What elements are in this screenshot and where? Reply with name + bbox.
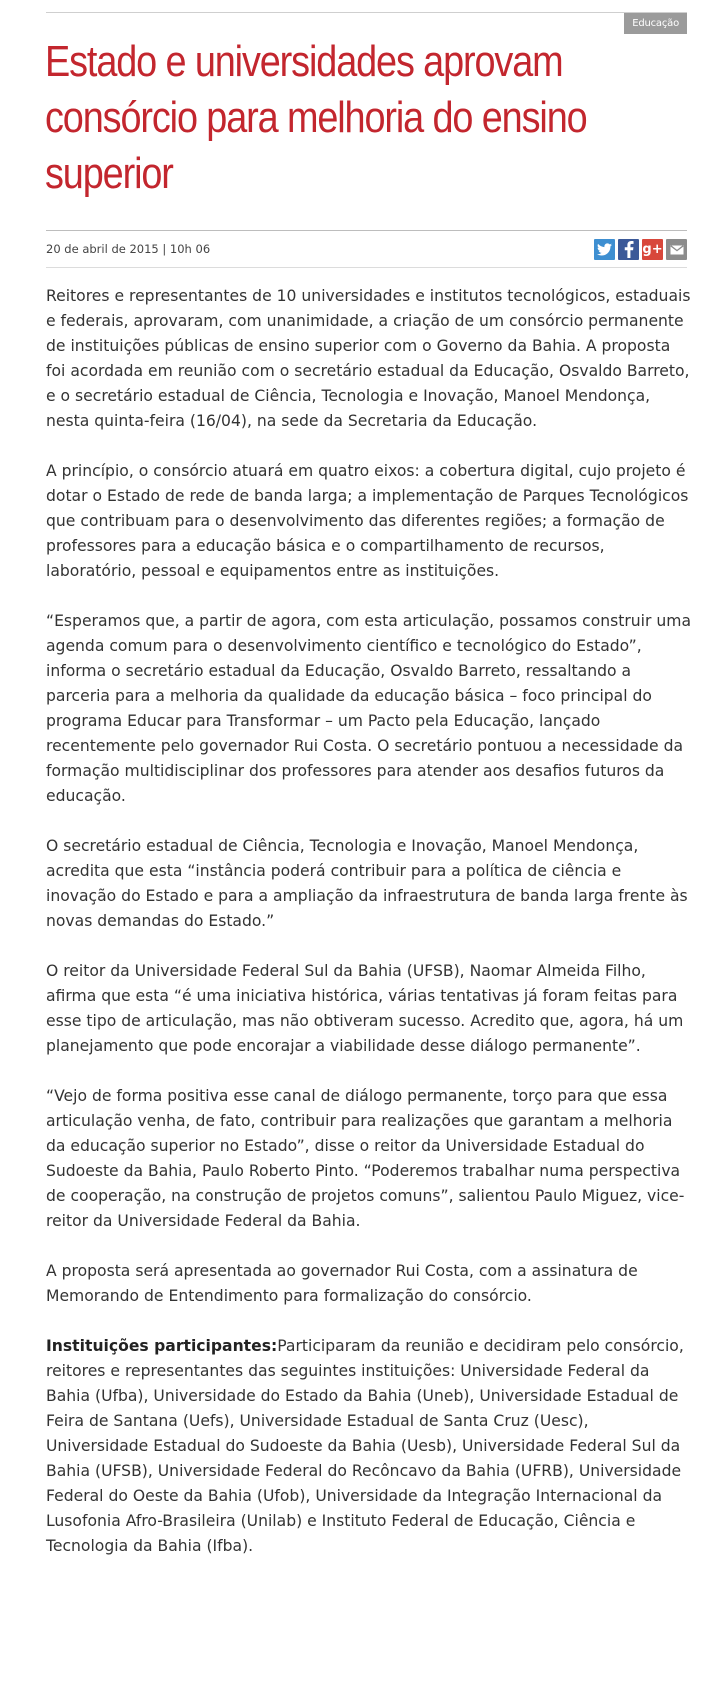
article-title-line: consórcio para melhoria do ensino <box>45 93 587 142</box>
participants-text: Participaram da reunião e decidiram pelo consórcio, reitores e representantes das seguintes instituições: Universidade Federal da Bahia (Ufba), Universidade do Estado da Bahia (Uneb), Universidade Estadual de Feira de Santana (Uefs), Universidade Estadual de Santa Cruz (Uesc), Universidade Estadual do Sudoeste da Bahia (Uesb), Universidade Federal Sul da Bahia (UFSB), Universidade Federal do Recôncavo da Bahia (UFRB), Universidade Federal do Oeste da Bahia (Ufob), Universidade da Integração Internacional da Lusofonia Afro-Brasileira (Unilab) e Instituto Federal de Educação, Ciência e Tecnologia da Bahia (Ifba). <box>46 1337 684 1555</box>
facebook-icon <box>624 241 634 258</box>
top-divider <box>46 12 687 13</box>
category-tag[interactable]: Educação <box>624 13 687 34</box>
article-title-line: superior <box>45 149 173 198</box>
article-paragraph: O reitor da Universidade Federal Sul da Bahia (UFSB), Naomar Almeida Filho, afirma que esta “é uma iniciativa histórica, várias tentativas já foram feitas para esse tipo de articulação, mas não obtiveram sucesso. Acredito que, agora, há um planejamento que pode encorajar a viabilidade desse diálogo permanente”. <box>46 962 684 1055</box>
article-paragraph: O secretário estadual de Ciência, Tecnologia e Inovação, Manoel Mendonça, acredita que esta “instância poderá contribuir para a política de ciência e inovação do Estado e para a ampliação da infraestrutura de banda larga frente às novas demandas do Estado.” <box>46 837 688 930</box>
meta-divider-top <box>46 230 687 231</box>
article-paragraph: “Vejo de forma positiva esse canal de diálogo permanente, torço para que essa articulação venha, de fato, contribuir para realizações que garantam a melhoria da educação superior no Estado”, disse o reitor da Universidade Estadual do Sudoeste da Bahia, Paulo Roberto Pinto. “Poderemos trabalhar numa perspectiva de cooperação, na construção de projetos comuns”, salientou Paulo Miguez, vice-reitor da Universidade Federal da Bahia. <box>46 1087 685 1230</box>
share-bar <box>594 239 687 261</box>
email-share-button[interactable] <box>666 239 687 260</box>
article-body <box>46 284 691 1559</box>
article-title-line: Estado e universidades aprovam <box>45 37 563 86</box>
google-plus-icon: g+ <box>642 242 663 257</box>
meta-divider-bottom <box>46 267 687 268</box>
article-paragraph: A princípio, o consórcio atuará em quatro eixos: a cobertura digital, cujo projeto é dotar o Estado de rede de banda larga; a implementação de Parques Tecnológicos que contribuam para o desenvolvimento das diferentes regiões; a formação de professores para a educação básica e o compartilhamento de recursos, laboratório, pessoal e equipamentos entre as instituições. <box>46 462 689 580</box>
participants-label: Instituições participantes: <box>46 1337 278 1355</box>
article-title <box>45 34 613 202</box>
article-paragraph: A proposta será apresentada ao governador Rui Costa, com a assinatura de Memorando de Entendimento para formalização do consórcio. <box>46 1262 638 1305</box>
article-dateline: 20 de abril de 2015 | 10h 06 <box>46 242 211 256</box>
facebook-share-button[interactable] <box>618 239 639 260</box>
email-icon <box>670 245 684 255</box>
participants-paragraph <box>46 1334 691 1559</box>
article-paragraph: Reitores e representantes de 10 universidades e institutos tecnológicos, estaduais e federais, aprovaram, com unanimidade, a criação de um consórcio permanente de instituições públicas de ensino superior com o Governo da Bahia. A proposta foi acordada em reunião com o secretário estadual da Educação, Osvaldo Barreto, e o secretário estadual de Ciência, Tecnologia e Inovação, Manoel Mendonça, nesta quinta-feira (16/04), na sede da Secretaria da Educação. <box>46 287 691 430</box>
twitter-share-button[interactable] <box>594 239 615 260</box>
twitter-icon <box>597 243 612 256</box>
google-plus-share-button[interactable] <box>642 239 663 260</box>
article-paragraph: “Esperamos que, a partir de agora, com esta articulação, possamos construir uma agenda comum para o desenvolvimento científico e tecnológico do Estado”, informa o secretário estadual da Educação, Osvaldo Barreto, ressaltando a parceria para a melhoria da qualidade da educação básica – foco principal do programa Educar para Transformar – um Pacto pela Educação, lançado recentemente pelo governador Rui Costa. O secretário pontuou a necessidade da formação multidisciplinar dos professores para atender aos desafios futuros da educação. <box>46 612 691 805</box>
